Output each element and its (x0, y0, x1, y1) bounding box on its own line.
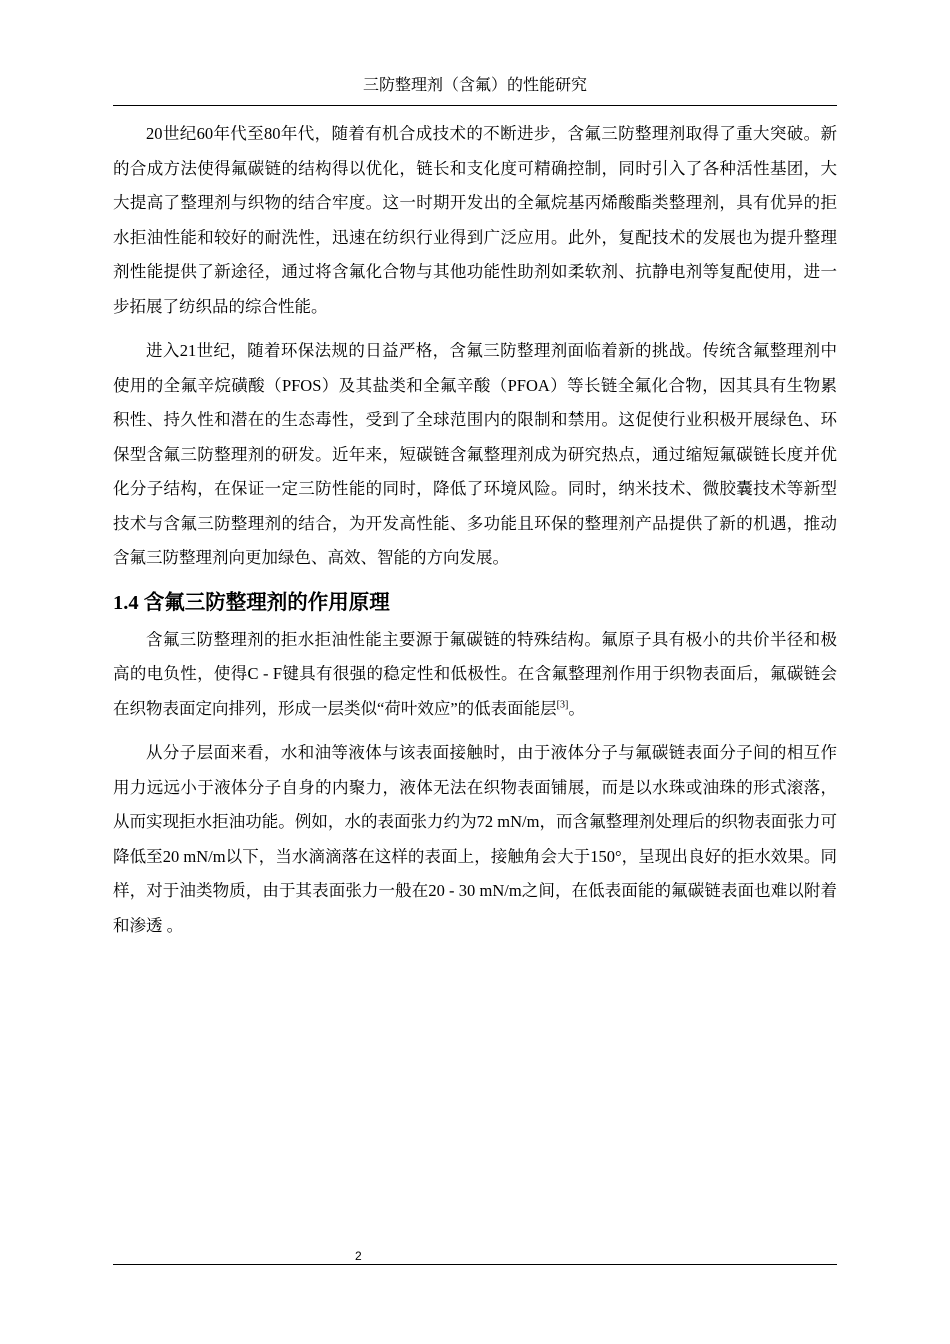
paragraph-mechanism-end: 。 (568, 698, 585, 718)
paragraph-mechanism (113, 623, 837, 727)
header-divider (113, 105, 837, 106)
paragraph-molecular-level: 从分子层面来看，水和油等液体与该表面接触时，由于液体分子与氟碳链表面分子间的相互作用力远远小于液体分子自身的内聚力，液体无法在织物表面铺展，而是以水珠或油珠的形式滚落，从而实现拒水拒油功能。例如，水的表面张力约为72 mN/m，而含氟整理剂处理后的织物表面张力可降低至20 mN/m以下，当水滴滴落在这样的表面上，接触角会大于150°，呈现出良好的拒水效果。同样，对于油类物质，由于其表面张力一般在20 - 30 mN/m之间，在低表面能的氟碳链表面也难以附着和渗透 。 (113, 743, 837, 935)
page-number: 2 (355, 1249, 362, 1263)
citation-reference: [3] (556, 699, 569, 710)
section-heading-1-4: 1.4 含氟三防整理剂的作用原理 (113, 591, 390, 614)
footer-divider (113, 1264, 837, 1265)
page-header-title: 三防整理剂（含氟）的性能研究 (362, 77, 587, 94)
paragraph-mechanism-text: 含氟三防整理剂的拒水拒油性能主要源于氟碳链的特殊结构。氟原子具有极小的共价半径和极高的电负性，使得C - F键具有很强的稳定性和低极性。在含氟整理剂作用于织物表面后，氟碳链会在织物表面定向排列，形成一层类似“荷叶效应”的低表面能层 (113, 629, 837, 718)
paragraph-21st-century: 进入21世纪，随着环保法规的日益严格，含氟三防整理剂面临着新的挑战。传统含氟整理剂中使用的全氟辛烷磺酸（PFOS）及其盐类和全氟辛酸（PFOA）等长链全氟化合物，因其具有生物累积性、持久性和潜在的生态毒性，受到了全球范围内的限制和禁用。这促使行业积极开展绿色、环保型含氟三防整理剂的研发。近年来，短碳链含氟整理剂成为研究热点，通过缩短氟碳链长度并优化分子结构，在保证一定三防性能的同时，降低了环境风险。同时，纳米技术、微胶囊技术等新型技术与含氟三防整理剂的结合，为开发高性能、多功能且环保的整理剂产品提供了新的机遇，推动含氟三防整理剂向更加绿色、高效、智能的方向发展。 (113, 341, 837, 567)
document-body (113, 117, 837, 953)
paragraph-history-1960s-1980s: 20世纪60年代至80年代，随着有机合成技术的不断进步，含氟三防整理剂取得了重大突破。新的合成方法使得氟碳链的结构得以优化，链长和支化度可精确控制，同时引入了各种活性基团，大大提高了整理剂与织物的结合牢度。这一时期开发出的全氟烷基丙烯酸酯类整理剂，具有优异的拒水拒油性能和较好的耐洗性，迅速在纺织行业得到广泛应用。此外，复配技术的发展也为提升整理剂性能提供了新途径，通过将含氟化合物与其他功能性助剂如柔软剂、抗静电剂等复配使用，进一步拓展了纺织品的综合性能。 (113, 124, 837, 316)
